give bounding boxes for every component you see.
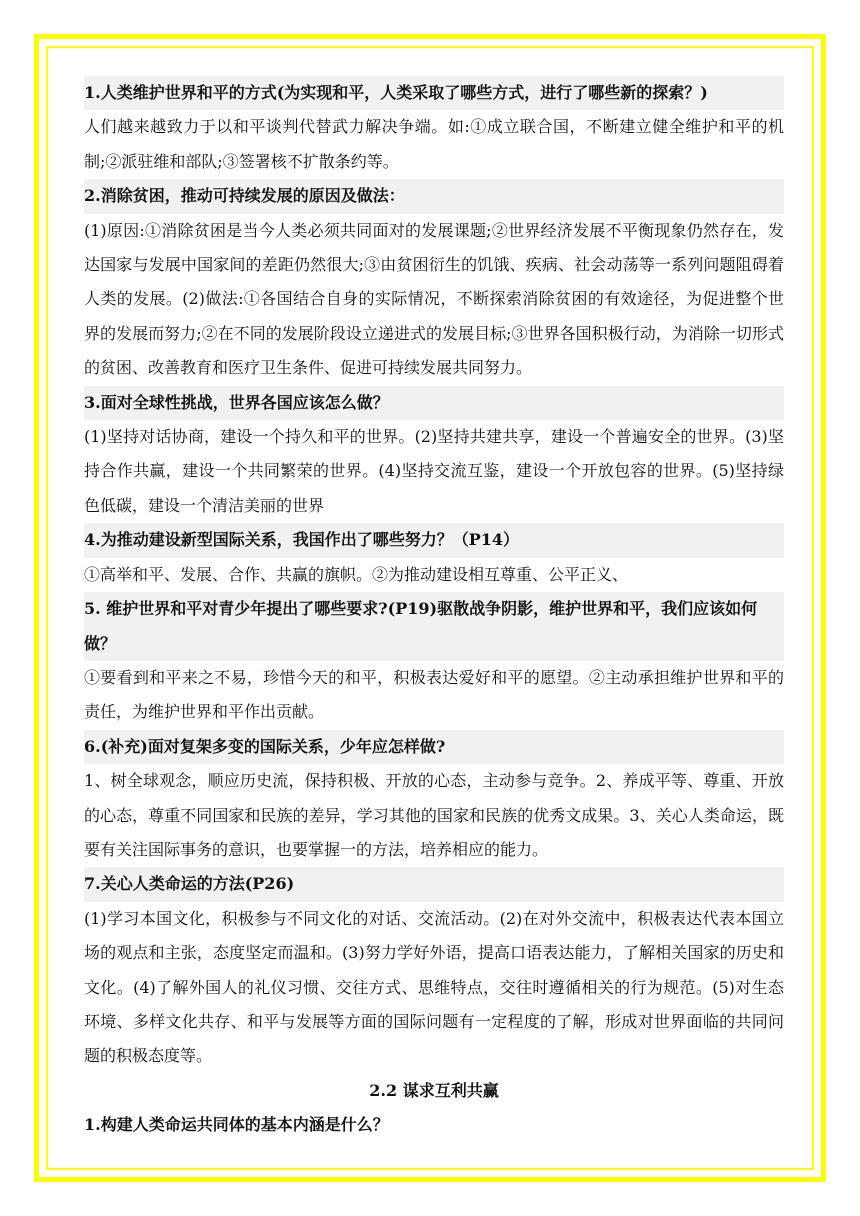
question-heading-2: 2.消除贫困，推动可持续发展的原因及做法： xyxy=(84,179,784,213)
document-content xyxy=(84,76,784,1143)
answer-paragraph-7: (1)学习本国文化，积极参与不同文化的对话、交流活动。(2)在对外交流中，积极表达代表本国立场的观点和主张，态度坚定而温和。(3)努力学好外语，提高口语表达能力，了解相关国家的历史和文化。(4)了解外国人的礼仪习惯、交往方式、思维特点，交往时遵循相关的行为规范。(5)对生态环境、多样文化共存、和平与发展等方面的国际问题有一定程度的了解，形成对世界面临的共同问题的积极态度等。 xyxy=(84,908,784,1066)
answer-paragraph-2: (1)原因:①消除贫困是当今人类必须共同面对的发展课题;②世界经济发展不平衡现象仍然存在，发达国家与发展中国家间的差距仍然很大;③由贫困衍生的饥饿、疾病、社会动荡等一系列问题阻碍着人类的发展。(2)做法:①各国结合自身的实际情况，不断探索消除贫困的有效途径，为促进整个世界的发展而努力;②在不同的发展阶段设立递进式的发展目标;③世界各国积极行动，为消除一切形式的贫困、改善教育和医疗卫生条件、促进可持续发展共同努力。 xyxy=(84,220,784,378)
question-heading-3: 3.面对全球性挑战，世界各国应该怎么做？ xyxy=(84,386,784,420)
answer-paragraph-6: 1、树全球观念，顺应历史流，保持积极、开放的心态，主动参与竞争。2、养成平等、尊重、开放的心态，尊重不同国家和民族的差异，学习其他的国家和民族的优秀文成果。3、关心人类命运，既要有关注国际事务的意识，也要掌握一的方法，培养相应的能力。 xyxy=(84,771,784,859)
answer-paragraph-5: ①要看到和平来之不易，珍惜今天的和平，积极表达爱好和平的愿望。②主动承担维护世界和平的责任，为维护世界和平作出贡献。 xyxy=(84,667,784,722)
question-heading-last: 1.构建人类命运共同体的基本内涵是什么？ xyxy=(84,1115,389,1135)
section-subtitle: 2.2 谋求互利共赢 xyxy=(369,1080,499,1100)
question-heading-6: 6.(补充)面对复架多变的国际关系，少年应怎样做? xyxy=(84,730,784,764)
answer-paragraph-1: 人们越来越致力于以和平谈判代替武力解决争端。如:①成立联合国，不断建立健全维护和平的机制;②派驻维和部队;③签署核不扩散条约等。 xyxy=(84,117,784,171)
answer-paragraph-3: (1)坚持对话协商，建设一个持久和平的世界。(2)坚持共建共享，建设一个普遍安全的世界。(3)坚持合作共赢，建设一个共同繁荣的世界。(4)坚持交流互鉴，建设一个开放包容的世界。(5)坚持绿色低碳，建设一个清洁美丽的世界 xyxy=(84,427,784,515)
question-heading-7: 7.关心人类命运的方法(P26) xyxy=(84,867,784,901)
question-heading-5: 5. 维护世界和平对青少年提出了哪些要求?(P19)驱散战争阴影，维护世界和平，我们应该如何做？ xyxy=(84,592,784,661)
answer-paragraph-4: ①高举和平、发展、合作、共赢的旗帜。②为推动建设相互尊重、公平正义、 xyxy=(84,564,629,584)
question-heading-4: 4.为推动建设新型国际关系，我国作出了哪些努力？（P14） xyxy=(84,523,784,557)
question-heading-1: 1.人类维护世界和平的方式(为实现和平，人类采取了哪些方式，进行了哪些新的探索？) xyxy=(84,76,784,110)
